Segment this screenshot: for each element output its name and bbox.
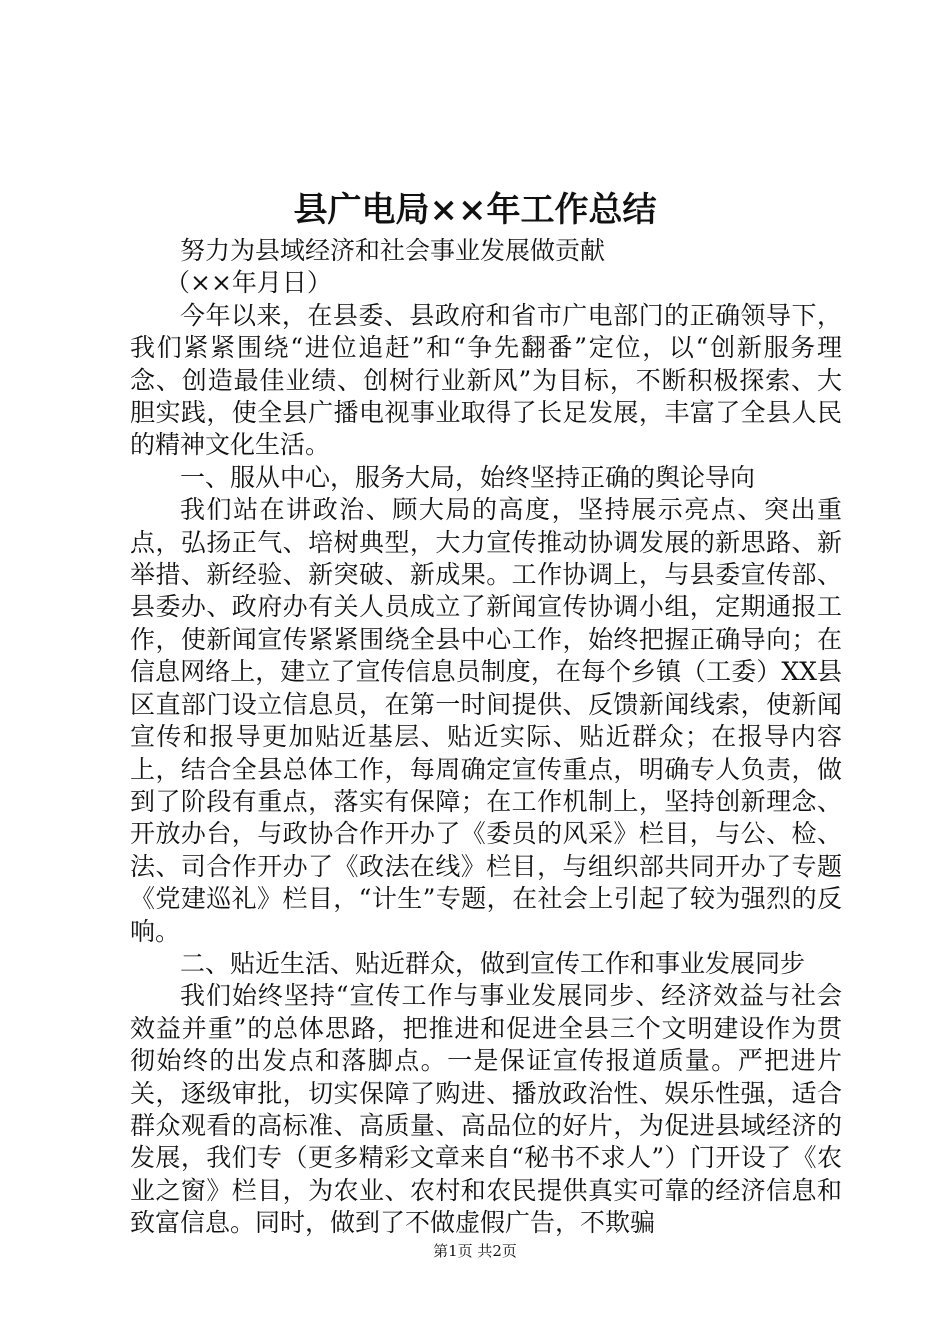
section-heading-1: 一、服从中心，服务大局，始终坚持正确的舆论导向 [180,462,756,492]
paragraph-section-1: 我们站在讲政治、顾大局的高度，坚持展示亮点、突出重点，弘扬正气、培树典型，大力宣传推动协调发展的新思路、新举措、新经验、新突破、新成果。工作协调上，与县委宣传部、县委办、政府办有关人员成立了新闻宣传协调小组，定期通报工作，使新闻宣传紧紧围绕全县中心工作，始终把握正确导向；在信息网络上，建立了宣传信息员制度，在每个乡镇（工委）XX县区直部门设立信息员，在第一时间提供、反馈新闻线索，使新闻宣传和报导更加贴近基层、贴近实际、贴近群众；在报导内容上，结合全县总体工作，每周确定宣传重点，明确专人负责，做到了阶段有重点，落实有保障；在工作机制上，坚持创新理念、开放办台，与政协合作开办了《委员的风采》栏目，与公、检、法、司合作开办了《政法在线》栏目，与组织部共同开办了专题《党建巡礼》栏目，“计生”专题，在社会上引起了较为强烈的反响。 [130,495,842,946]
document-body [130,235,842,1240]
document-date: （××年月日） [165,268,332,298]
paragraph-section-2: 我们始终坚持“宣传工作与事业发展同步、经济效益与社会效益并重”的总体思路，把推进和促进全县三个文明建设作为贯彻始终的出发点和落脚点。一是保证宣传报道质量。严把进片关，逐级审批，切实保障了购进、播放政治性、娱乐性强，适合群众观看的高标准、高质量、高品位的好片，为促进县域经济的发展，我们专（更多精彩文章来自“秘书不求人”）门开设了《农业之窗》栏目，为农业、农村和农民提供真实可靠的经济信息和致富信息。同时，做到了不做虚假广告，不欺骗 [130,981,842,1238]
page-indicator: 第1页 共2页 [433,1242,517,1260]
paragraph-intro: 今年以来，在县委、县政府和省市广电部门的正确领导下，我们紧紧围绕“进位追赶”和“争先翻番”定位，以“创新服务理念、创造最佳业绩、创树行业新风”为目标，不断积极探索、大胆实践，使全县广播电视事业取得了长足发展，丰富了全县人民的精神文化生活。 [130,300,842,460]
document-title: 县广电局××年工作总结 [293,190,657,230]
section-heading-2: 二、贴近生活、贴近群众，做到宣传工作和事业发展同步 [180,948,806,978]
document-subtitle: 努力为县域经济和社会事业发展做贡献 [180,236,606,265]
